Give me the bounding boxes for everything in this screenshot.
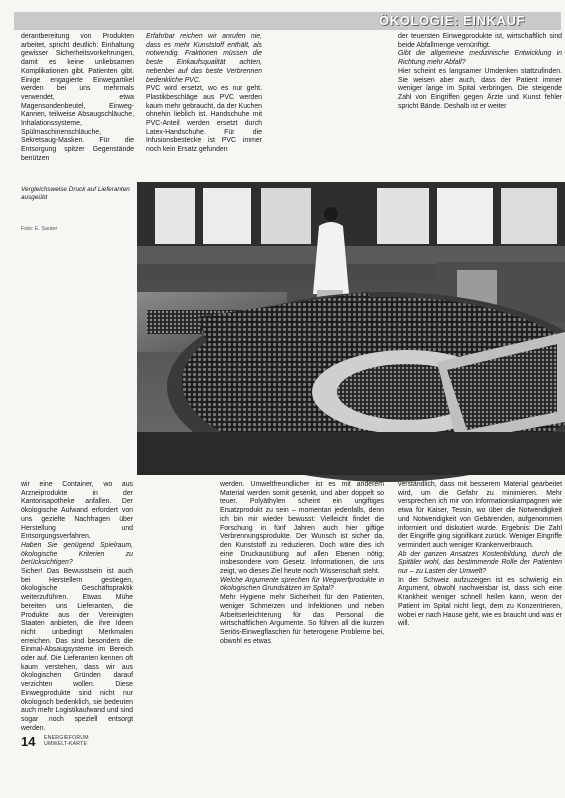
pharmacy-machine-photo — [137, 182, 565, 475]
photo-caption: Vergleichsweise Druck auf Lieferanten ausgeübt — [21, 186, 130, 201]
paragraph: In der Schweiz aufzuzeigen ist es schwierig ein Argument, obwohl nachweisbar ist, dass sich eine Krankheit weniger schnell heilen kann, wenn der Patient im Spital nicht liegt, dem zu Konzentrieren, wobei er nach Hause geht, wie es braucht und was er will. — [398, 576, 562, 628]
interview-question: Welche Argumente sprechen für Wegwerfprodukte in ökologischen Grundsätzen im Spital? — [220, 576, 384, 593]
paragraph: PVC wird ersetzt, wo es nur geht. Plastikbeschläge aus PVC werden kaum mehr gebraucht, da der Kuchen ohnehin lieblich ist. Handschuhe mit PVC-Anteil werden ersetzt durch Latex-Handschuhe. Für die Infusionsbestecke ist PVC immer noch kein Ersatz gefunden — [146, 85, 262, 154]
paragraph: der teuersten Einwegprodukte ist, wirtschaftlich sind beide Abfallmenge vernünftigt. — [398, 33, 562, 49]
paragraph: derantbereitung von Produkten arbeitet, spricht deutlich: Einhaltung gewisser Sicherheitsvorkehrungen, damit es keine unliebsamen Komplikationen gibt. Patienten gibt. Einige engagierte Einwegartikel werden bei uns mehrmals verwendet, etwa Magensondenbeutel, Einweg-Kannen, teilweise Absaugschläuche, Inhalationssysteme, Spülmaschinenschläuche, Sekretsaug-Masken. Für die Entsorgung spitzer Gegenstände benützen — [21, 33, 134, 162]
section-header — [14, 12, 561, 30]
footer-line: ENERGIEFORUM — [44, 735, 89, 741]
column-2-bottom — [220, 481, 384, 746]
interview-question: Ab der ganzen Ansatzes Kostenbildung, durch die Spitäler wohl, das bestimmende Rolle der Patienten nur – zu Lasten der Umwelt? — [398, 550, 562, 576]
paragraph: werden. Umweltfreundlicher ist es mit anderem Material werden somit gesenkt, und aber doppelt so teuer. Polyäthylen scheint ein ungiftiges Ersatzprodukt zu sein – momentan jedenfalls, denn ich bin mir wieder bewusst: Vielleicht findet die Forschung in fünf Jahren auch hier giftige Verbrennungsprodukte. Der Wunsch ist sicher da, den Kunststoff zu reduzieren. Doch wäre dies ich eine Druckausübung auf allen Ebenen nötig; insbesondere vom Gesetz. Informationen, die uns zeigt, wo dieses Ziel heute noch Wissenschaft steht. — [220, 481, 384, 576]
column-2-top — [146, 33, 262, 183]
paragraph: wir eine Container, wo aus Arzneiprodukte in der Kantonsapotheke anfallen. Der ökologische Aufwand erfordert von uns gezielte Nachfragen über Herstellung und Entsorgungsverfahren. — [21, 481, 133, 541]
column-3-bottom — [398, 481, 562, 711]
interview-question: Haben Sie genügend Spielraum, ökologische Kriterien zu berücksichtigen? — [21, 541, 133, 567]
paragraph: Mehr Hygiene mehr Sicherheit für den Patienten, weniger Schmerzen und Infektionen und neben Arbeitserleichterung für das Personal die wirtschaftlichen Argumente. So führen all die kurzen Seriös-Einwegflaschen für heterogene Probleme bei, obwohl es etwas — [220, 594, 384, 645]
photo-credit: Foto: E. Sauter — [21, 226, 58, 232]
column-1-bottom — [21, 481, 133, 732]
interview-question: Gibt die allgemeine medizinische Entwicklung in Richtung mehr Abfall? — [398, 50, 562, 67]
column-1-top — [21, 33, 134, 175]
paragraph: Sicher! Das Bewusstsein ist auch bei Herstellern gestiegen, ökologische Geschäftspraktik weiterzuführen. Etwas Mühe bereiten uns Lieferanten, die Produkte aus der Vereinigten Staaten anbieten, die ihre Ideen nicht unbedingt Merkmalen erreichen. Das sind besonders die Einmal-Absaugsysteme im Bereich oder auf. Die Lieferanten kennen oft kaum verstehen, dass wir aus ökologischen Gründen darauf verzichten wollen. Diese Einwegprodukte sind nicht nur ökologisch bedenklich, sie bedeuten auch mehr Logistikaufwand und sind sogar noch speziell entsorgt werden. — [21, 568, 133, 732]
publication-footer — [44, 735, 89, 747]
paragraph: Hier scheint es langsamer Umdenken stattzufinden. Sie weisen aber auch, dass der Patient immer weniger lange im Spital verbringen. Die steigende Zahl von Eingriffen gegen Ärzte und Kunst fehler spricht Bände. Deshalb ist er weiter — [398, 67, 562, 110]
footer-line: UMWELT-KARTE — [44, 741, 88, 748]
paragraph: verständlich, dass mit besserem Material gearbeitet wird, um die Gefahr zu minimieren. Mehr versprechen ich mir von Informationskampagnen wie etwa für Kaiser, Tessin, wo über die Notwendigkeit und Notwendigkeit von Gebärenden, aufgenommen informiert und diskutiert wurde. Ergebnis: Die Zahl der Eingriffe ging signifikant zurück. Weniger Eingriffe vermindert auch weniger Krankenverbrauch. — [398, 481, 562, 549]
pull-quote: Erfahrbar reichen wir anrufen nie, dass es mehr Kunststoff enthält, als notwendig. Fraktionen müssen die beste Einkaufsqualität achten, nebenbei auf das beste Verbrennen bedenkliche PVC. — [146, 33, 262, 84]
section-title: ÖKOLOGIE: EINKAUF — [379, 13, 525, 28]
column-3-top — [398, 33, 562, 181]
page-number: 14 — [21, 734, 36, 749]
